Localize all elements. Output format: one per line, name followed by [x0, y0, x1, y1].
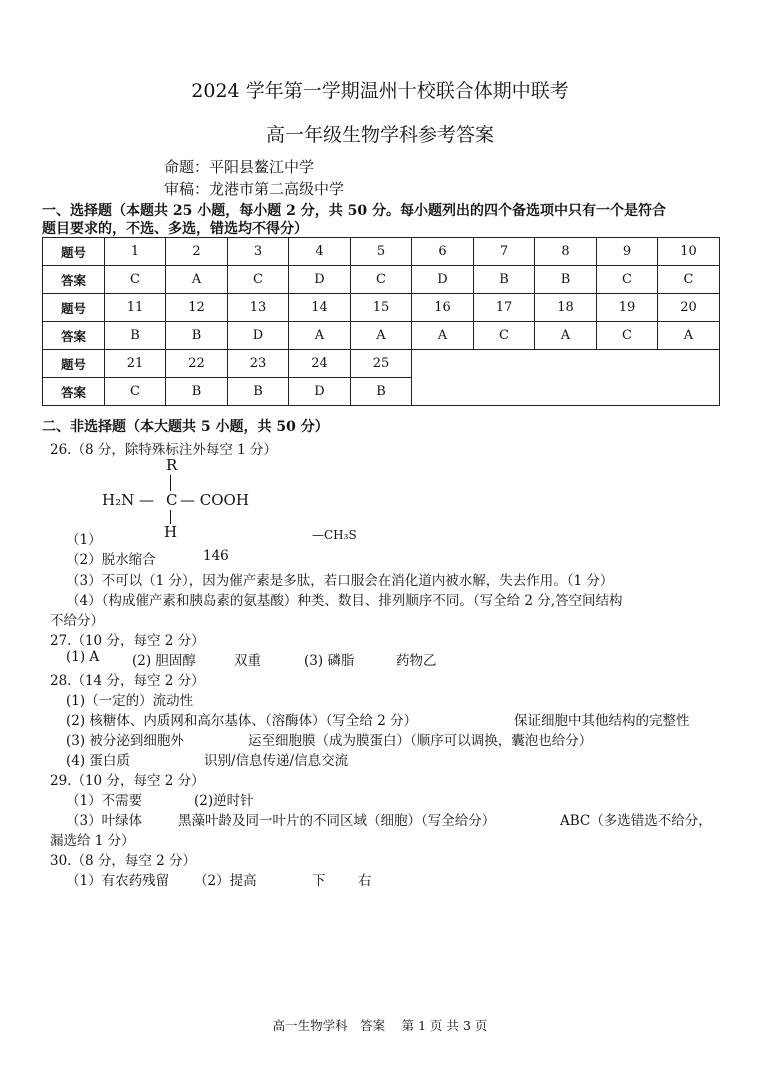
q27-heading: 27.（10 分，每空 2 分） — [50, 633, 205, 649]
question-number: 2 — [166, 238, 228, 266]
q29-part3-d: 漏选给 1 分） — [50, 833, 135, 849]
q26-part1-group: —CH₃S — [312, 528, 357, 542]
q30-part2-c: 右 — [358, 873, 372, 889]
question-number: 4 — [289, 238, 351, 266]
empty-table-area — [412, 350, 720, 406]
q28-part3: (3) 被分泌到细胞外 — [66, 733, 184, 749]
q29-part2: (2)逆时针 — [194, 793, 254, 809]
row-label-answer: 答案 — [43, 322, 105, 350]
row-label-question: 题号 — [43, 350, 105, 378]
question-number: 15 — [351, 294, 412, 322]
row-label-question: 题号 — [43, 238, 105, 266]
question-number: 11 — [105, 294, 166, 322]
answer-cell: B — [105, 322, 166, 350]
author-line: 命题：平阳县鳌江中学 — [164, 158, 315, 176]
q27-part2-b: 双重 — [234, 653, 261, 669]
formula-carboxyl-group: — COOH — [180, 491, 249, 509]
q29-heading: 29.（10 分，每空 2 分） — [50, 773, 205, 789]
q30-part1: （1）有农药残留 — [66, 873, 170, 889]
question-number: 14 — [289, 294, 351, 322]
answer-cell: A — [412, 322, 474, 350]
answer-cell: B — [351, 378, 412, 406]
reviewer-line: 审稿：龙港市第二高级中学 — [164, 180, 345, 198]
q26-part4-line1: （4）（构成催产素和胰岛素的氨基酸）种类、数目、排列顺序不同。（写全给 2 分,答空间结构 — [66, 593, 623, 609]
question-number: 12 — [166, 294, 228, 322]
q26-part4-line2: 不给分） — [50, 613, 104, 629]
q29-part3: （3）叶绿体 — [66, 813, 143, 829]
q30-heading: 30.（8 分，每空 2 分） — [50, 853, 197, 869]
answer-cell: A — [658, 322, 720, 350]
question-number: 5 — [351, 238, 412, 266]
answer-cell: D — [289, 378, 351, 406]
answer-row — [43, 322, 720, 350]
question-number: 16 — [412, 294, 474, 322]
question-number: 6 — [412, 238, 474, 266]
formula-amino-group: H₂N — — [102, 491, 154, 509]
answer-cell: D — [412, 266, 474, 294]
row-label-answer: 答案 — [43, 378, 105, 406]
q30-part2: （2）提高 — [194, 873, 257, 889]
question-number: 9 — [597, 238, 658, 266]
question-number-row — [43, 294, 720, 322]
question-number-row — [43, 350, 720, 378]
row-label-answer: 答案 — [43, 266, 105, 294]
answer-cell: C — [228, 266, 289, 294]
answer-cell: C — [474, 322, 535, 350]
answer-table — [42, 237, 720, 406]
q29-part1: （1）不需要 — [66, 793, 143, 809]
q30-part2-b: 下 — [312, 873, 326, 889]
answer-cell: A — [289, 322, 351, 350]
q26-part2-value: 146 — [203, 548, 229, 564]
page-footer: 高一生物学科 答案 第 1 页 共 3 页 — [272, 1018, 488, 1033]
answer-cell: B — [166, 322, 228, 350]
formula-bond-bottom — [170, 510, 171, 524]
answer-cell: C — [597, 322, 658, 350]
formula-r-group: R — [166, 456, 178, 474]
question-number: 20 — [658, 294, 720, 322]
answer-cell: C — [105, 378, 166, 406]
q29-part3-c: ABC（多选错选不给分， — [560, 813, 712, 829]
question-number: 7 — [474, 238, 535, 266]
question-number: 8 — [535, 238, 597, 266]
document-title: 2024 学年第一学期温州十校联合体期中联考 — [191, 80, 569, 102]
q28-heading: 28.（14 分，每空 2 分） — [50, 673, 205, 689]
question-number: 25 — [351, 350, 412, 378]
q28-part3-b: 运至细胞膜（成为膜蛋白）（顺序可以调换，囊泡也给分） — [248, 733, 593, 749]
q28-part2-b: 保证细胞中其他结构的完整性 — [514, 713, 690, 729]
answer-cell: A — [166, 266, 228, 294]
answer-cell: A — [351, 322, 412, 350]
answer-cell: D — [289, 266, 351, 294]
q26-part2: （2）脱水缩合 — [66, 552, 156, 568]
formula-hydrogen: H — [164, 523, 178, 541]
answer-cell: C — [597, 266, 658, 294]
question-number: 1 — [105, 238, 166, 266]
question-number: 13 — [228, 294, 289, 322]
q28-part1: (1)（一定的）流动性 — [66, 693, 194, 709]
question-number: 22 — [166, 350, 228, 378]
formula-alpha-carbon: C — [166, 491, 178, 509]
answer-cell: B — [535, 266, 597, 294]
section1-heading-line2: 题目要求的，不选、多选，错选均不得分） — [42, 221, 308, 237]
answer-cell: C — [351, 266, 412, 294]
q29-part3-b: 黑藻叶龄及同一叶片的不同区域（细胞）（写全给分） — [178, 813, 496, 829]
answer-cell: B — [166, 378, 228, 406]
q27-part1: (1) A — [66, 649, 100, 665]
q26-heading: 26.（8 分，除特殊标注外每空 1 分） — [50, 442, 278, 458]
answer-cell: C — [105, 266, 166, 294]
q26-part1-label: （1） — [66, 532, 102, 548]
q26-part3: （3）不可以（1 分），因为催产素是多肽，若口服会在消化道内被水解，失去作用。（1 分） — [66, 573, 614, 589]
section1-heading-line1: 一、选择题（本题共 25 小题，每小题 2 分，共 50 分。每小题列出的四个备选项中只有一个是符合 — [42, 203, 666, 219]
question-number: 10 — [658, 238, 720, 266]
answer-cell: C — [658, 266, 720, 294]
q28-part4-b: 识别/信息传递/信息交流 — [204, 753, 349, 769]
document-subtitle: 高一年级生物学科参考答案 — [265, 124, 494, 146]
answer-cell: A — [535, 322, 597, 350]
q27-part3-b: 药物乙 — [396, 653, 437, 669]
question-number: 23 — [228, 350, 289, 378]
question-number: 21 — [105, 350, 166, 378]
question-number: 17 — [474, 294, 535, 322]
formula-bond-top — [170, 475, 171, 491]
row-label-question: 题号 — [43, 294, 105, 322]
answer-cell: D — [228, 322, 289, 350]
question-number: 3 — [228, 238, 289, 266]
q27-part2: (2) 胆固醇 — [132, 653, 196, 669]
answer-cell: B — [474, 266, 535, 294]
question-number: 19 — [597, 294, 658, 322]
question-number-row — [43, 238, 720, 266]
answer-cell: B — [228, 378, 289, 406]
section2-heading: 二、非选择题（本大题共 5 小题，共 50 分） — [42, 419, 329, 435]
question-number: 24 — [289, 350, 351, 378]
answer-row — [43, 266, 720, 294]
q27-part3: (3) 磷脂 — [304, 653, 355, 669]
q28-part2: (2) 核糖体、内质网和高尔基体、（溶酶体）（写全给 2 分） — [66, 713, 418, 729]
q28-part4: (4) 蛋白质 — [66, 753, 130, 769]
question-number: 18 — [535, 294, 597, 322]
